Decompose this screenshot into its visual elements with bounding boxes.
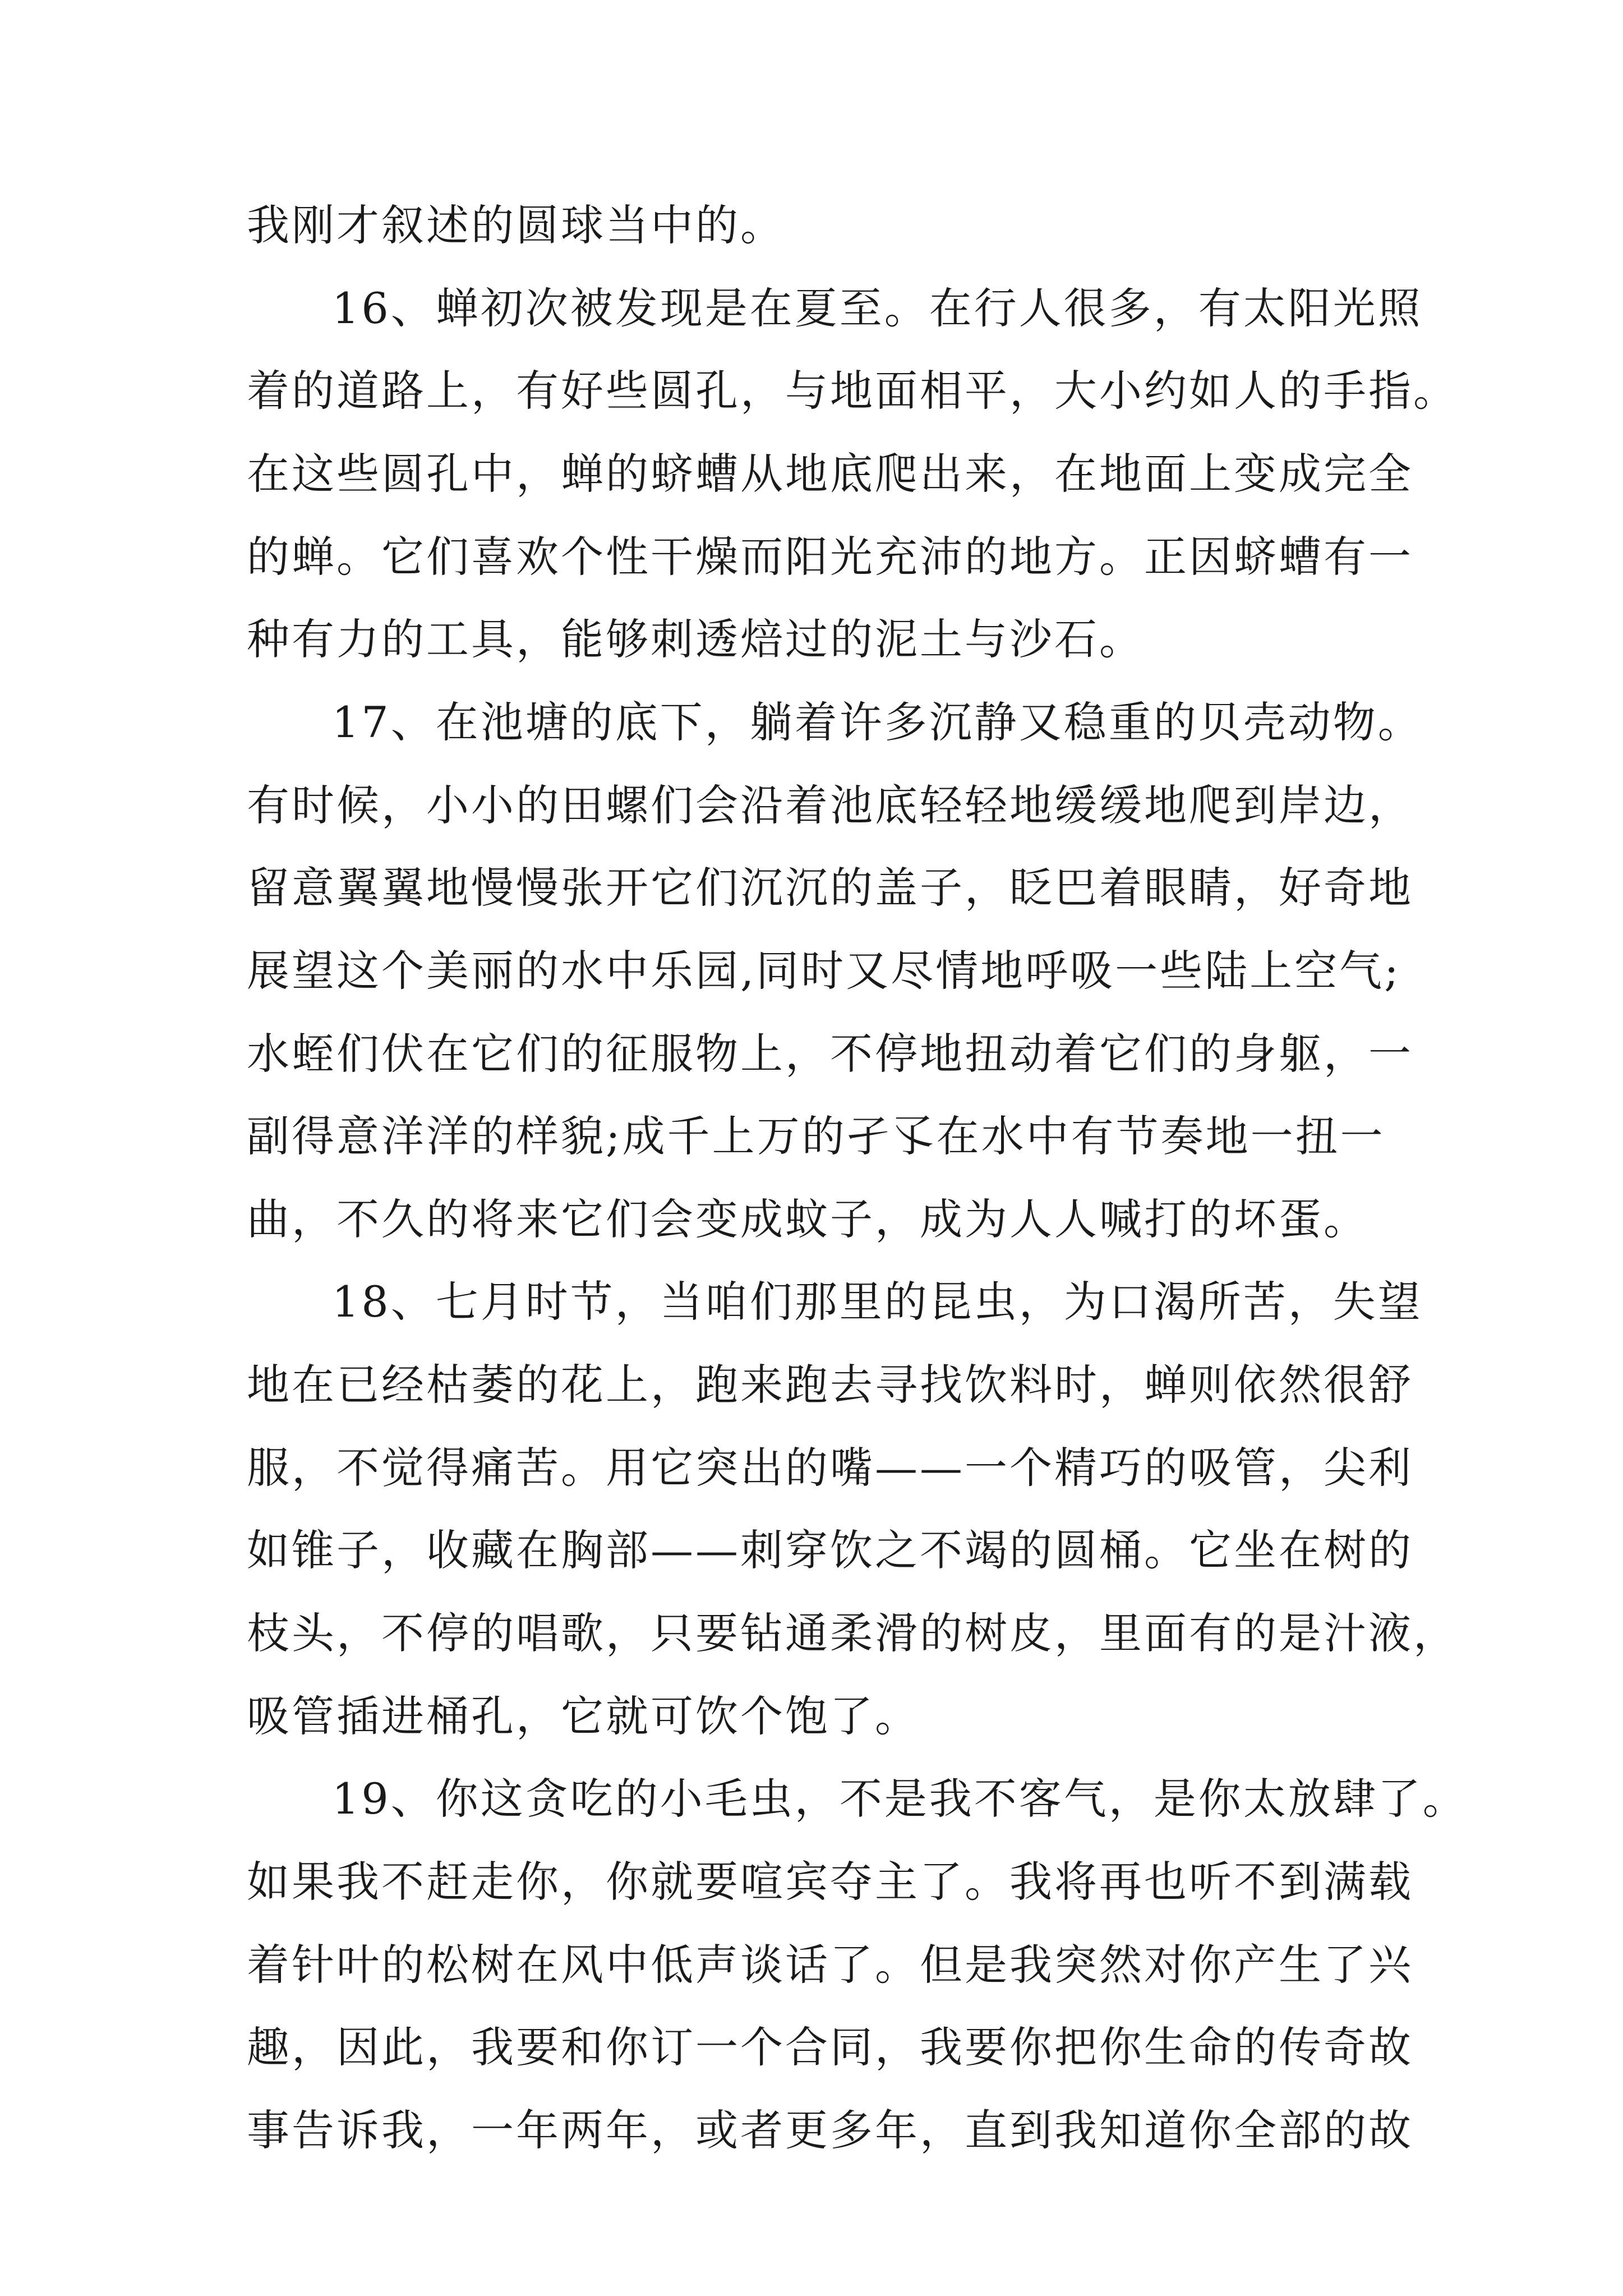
- text-line: 展望这个美丽的水中乐园,同时又尽情地呼吸一些陆上空气;: [247, 946, 1401, 996]
- text-line: 留意翼翼地慢慢张开它们沉沉的盖子，眨巴着眼睛，好奇地: [247, 863, 1413, 913]
- text-line: 我刚才叙述的圆球当中的。: [247, 200, 785, 250]
- paragraph-19-start: 19、你这贪吃的小毛虫，不是我不客气，是你太放肆了。: [332, 1774, 1468, 1824]
- text-line: 着针叶的松树在风中低声谈话了。但是我突然对你产生了兴: [247, 1940, 1413, 1990]
- text-line: 的蝉。它们喜欢个性干燥而阳光充沛的地方。正因蛴螬有一: [247, 532, 1413, 582]
- text-line: 如果我不赶走你，你就要喧宾夺主了。我将再也听不到满载: [247, 1857, 1413, 1907]
- paragraph-16-start: 16、蝉初次被发现是在夏至。在行人很多，有太阳光照: [332, 283, 1423, 333]
- text-line: 种有力的工具，能够刺透焙过的泥土与沙石。: [247, 614, 1144, 664]
- text-line: 服，不觉得痛苦。用它突出的嘴——一个精巧的吸管，尖利: [247, 1443, 1413, 1493]
- text-line: 趣，因此，我要和你订一个合同，我要你把你生命的传奇故: [247, 2022, 1413, 2072]
- text-line: 副得意洋洋的样貌;成千上万的孑孓在水中有节奏地一扭一: [247, 1111, 1385, 1161]
- text-line: 水蛭们伏在它们的征服物上，不停地扭动着它们的身躯，一: [247, 1029, 1413, 1079]
- text-line: 枝头，不停的唱歌，只要钻通柔滑的树皮，里面有的是汁液，: [247, 1608, 1458, 1658]
- text-line: 有时候，小小的田螺们会沿着池底轻轻地缓缓地爬到岸边，: [247, 780, 1413, 830]
- text-line: 曲，不久的将来它们会变成蚊子，成为人人喊打的坏蛋。: [247, 1194, 1368, 1244]
- paragraph-17-start: 17、在池塘的底下，躺着许多沉静又稳重的贝壳动物。: [332, 697, 1423, 747]
- text-line: 在这些圆孔中，蝉的蛴螬从地底爬出来，在地面上变成完全: [247, 449, 1413, 499]
- text-line: 事告诉我，一年两年，或者更多年，直到我知道你全部的故: [247, 2105, 1413, 2155]
- paragraph-18-start: 18、七月时节，当咱们那里的昆虫，为口渴所苦，失望: [332, 1277, 1423, 1327]
- text-line: 地在已经枯萎的花上，跑来跑去寻找饮料时，蝉则依然很舒: [247, 1360, 1413, 1410]
- text-line: 如锥子，收藏在胸部——刺穿饮之不竭的圆桶。它坐在树的: [247, 1525, 1413, 1575]
- text-line: 着的道路上，有好些圆孔，与地面相平，大小约如人的手指。: [247, 366, 1458, 416]
- text-line: 吸管插进桶孔，它就可饮个饱了。: [247, 1691, 920, 1741]
